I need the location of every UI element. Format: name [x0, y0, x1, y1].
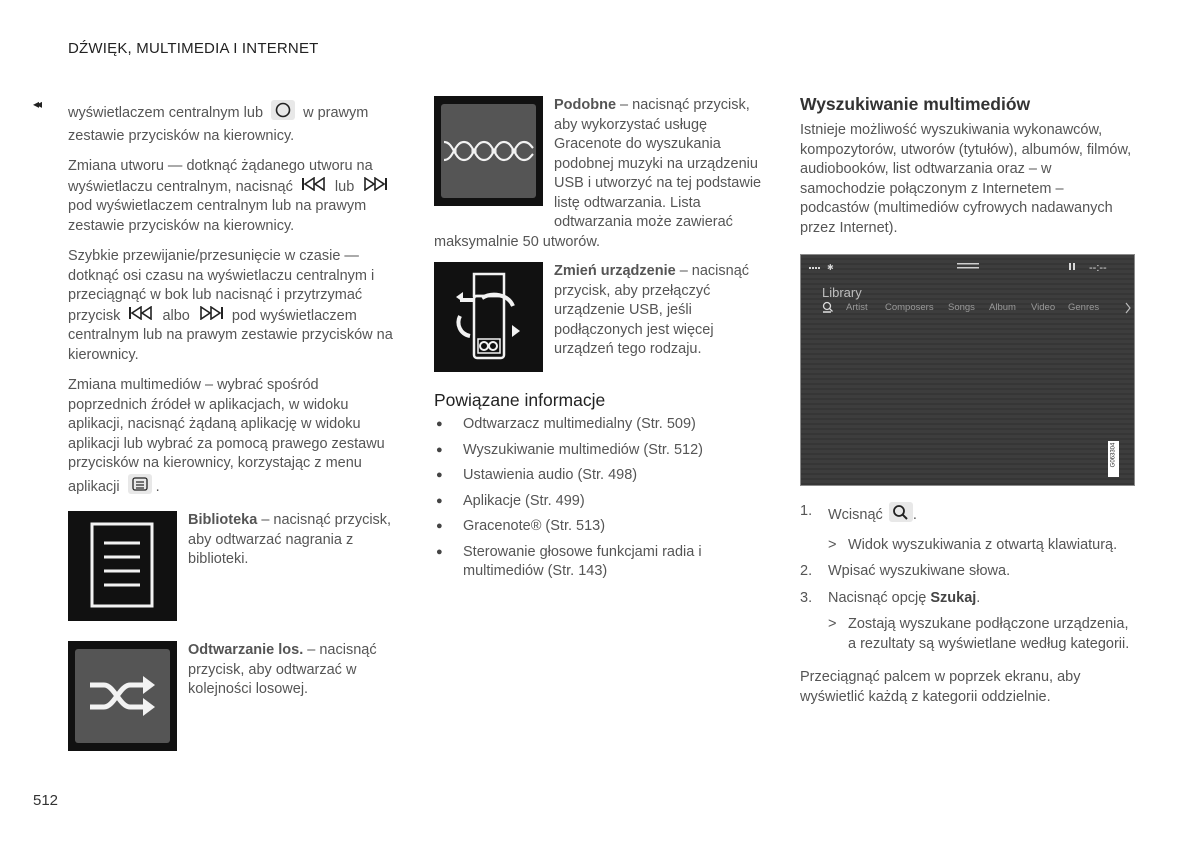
- app-menu-icon: [128, 474, 152, 501]
- shuffle-description: [188, 641, 398, 700]
- similar-block: [434, 96, 769, 233]
- text: lub: [334, 178, 355, 195]
- step-number: 3.: [800, 589, 813, 606]
- device-block: [434, 262, 769, 372]
- search-icon[interactable]: [822, 300, 834, 318]
- similar-title: Podobne: [554, 97, 617, 113]
- related-link[interactable]: ● Sterowanie głosowe funkcjami radia i multimediów (Str. 143): [434, 543, 769, 582]
- device-title: Zmień urządzenie: [554, 263, 676, 279]
- text: .: [976, 589, 981, 606]
- paragraph-continue: [68, 100, 398, 146]
- step-1-result: [800, 536, 1135, 556]
- text: Zostają wyszukane podłączone urządzenia, a rezultaty są wyświetlane według kategorii.: [848, 616, 1130, 652]
- step-1: [800, 502, 1135, 529]
- text: Wcisnąć: [828, 507, 883, 524]
- related-link[interactable]: ● Odtwarzacz multimedialny (Str. 509): [434, 415, 769, 435]
- related-link[interactable]: ● Wyszukiwanie multimediów (Str. 512): [434, 441, 769, 461]
- text: pod wyświetlaczem centralnym lub na prawym zestawie przycisków na kierownicy.: [68, 198, 367, 234]
- related-list: [434, 415, 769, 582]
- library-description: [188, 511, 398, 570]
- page-number: 512: [33, 792, 59, 809]
- result-marker: >: [828, 616, 837, 632]
- search-screen-illustration: [800, 254, 1135, 486]
- text: – nacisnąć przycisk, aby przełączyć urządzenie USB, jeśli podłączonych jest więcej urządzeń tego rodzaju.: [554, 263, 750, 357]
- text: – nacisnąć przycisk, aby odtwarzać w kolejności losowej.: [188, 642, 377, 698]
- text: Zmiana multimediów – wybrać spośród poprzednich źródeł w aplikacjach, w widoku aplikacji, nacisnąć żądaną aplikację w widoku aplikacji lub wybrać za pomocą prawego zestawu przycisków na kierownicy, korzystając z menu aplikacji: [68, 377, 385, 495]
- text: Zmiana utworu — dotknąć żądanego utworu na wyświetlaczu centralnym, nacisnąć: [68, 158, 373, 195]
- next-track-icon: [362, 177, 388, 198]
- usb-switch-icon: [434, 262, 543, 372]
- circle-button-icon: [271, 100, 295, 127]
- text: – nacisnąć przycisk, aby wykorzystać usługę Gracenote do wyszukania podobnej muzyki na urządzeniu USB i utworzyć na tej podstawie listę odtwarzania. Lista odtwarzania może zawierać: [554, 97, 762, 230]
- similar-description-tail: maksymalnie 50 utworów.: [434, 233, 601, 250]
- previous-track-icon: [128, 306, 154, 327]
- steps-list: [800, 502, 1135, 654]
- shuffle-title: Odtwarzanie los.: [188, 642, 304, 659]
- text: – nacisnąć przycisk, aby odtwarzać nagrania z biblioteki.: [188, 512, 392, 568]
- step-number: 1.: [800, 503, 813, 519]
- text: .: [155, 478, 160, 495]
- device-description: [554, 262, 769, 360]
- column-3: [800, 94, 1135, 718]
- text: wyświetlaczem centralnym lub: [68, 105, 264, 122]
- column-2: [434, 96, 769, 588]
- section-heading: Wyszukiwanie multimediów: [800, 94, 1031, 114]
- column-1: [68, 100, 398, 769]
- library-title: Biblioteka: [188, 512, 258, 529]
- library-block: [68, 511, 398, 621]
- outro-paragraph: Przeciągnąć palcem w poprzek ekranu, aby wyświetlić każdą z kategorii oddzielnie.: [800, 669, 1081, 705]
- library-label: Library: [822, 285, 862, 300]
- text: Wpisać wyszukiwane słowa.: [828, 563, 1011, 579]
- step-2: [800, 562, 1135, 582]
- text: Widok wyszukiwania z otwartą klawiaturą.: [848, 536, 1118, 553]
- continued-arrow-icon: ◂◂: [33, 97, 40, 111]
- related-heading: Powiązane informacje: [434, 390, 606, 410]
- svg-text:✱: ✱: [827, 263, 834, 272]
- text: Szybkie przewijanie/przesunięcie w czasie — dotknąć osi czasu na wyświetlaczu centralnym i przeciągnąć w bok lub nacisnąć i przytrzymać przycisk: [68, 248, 375, 324]
- step-3-result: [800, 615, 1135, 654]
- tab-album[interactable]: Album: [989, 302, 1016, 313]
- text: Nacisnąć opcję: [828, 589, 927, 606]
- related-link[interactable]: ● Gracenote® (Str. 513): [434, 517, 769, 537]
- search-icon: [889, 502, 913, 529]
- tab-genres[interactable]: Genres: [1068, 302, 1100, 313]
- step-3: [800, 589, 1135, 609]
- search-option-label: Szukaj: [930, 589, 977, 606]
- tab-songs[interactable]: Songs: [948, 302, 975, 313]
- library-list-icon: [68, 511, 177, 621]
- text: w prawym zestawie przycisków na kierownicy.: [68, 105, 369, 144]
- related-link[interactable]: ● Aplikacje (Str. 499): [434, 492, 769, 512]
- next-track-icon: [198, 306, 224, 327]
- intro-paragraph: Istnieje możliwość wyszukiwania wykonawców, kompozytorów, utworów (tytułów), albumów, filmów, audiobooków, list odtwarzania oraz – w samochodzie połączonym z Internetem – podcastów (multimediów cyfrowych nadawanych przez Internet).: [800, 122, 1132, 236]
- shuffle-icon: [68, 641, 177, 751]
- page-header: DŹWIĘK, MULTIMEDIA I INTERNET: [68, 40, 319, 57]
- similar-description: [554, 96, 769, 233]
- tab-video[interactable]: Video: [1031, 302, 1056, 313]
- previous-track-icon: [301, 177, 327, 198]
- result-marker: >: [828, 536, 837, 553]
- tab-composers[interactable]: Composers: [885, 302, 934, 313]
- text: .: [912, 507, 917, 524]
- step-number: 2.: [800, 563, 813, 579]
- text: albo: [162, 307, 190, 324]
- shuffle-block: [68, 641, 398, 751]
- tab-artist[interactable]: Artist: [846, 302, 868, 313]
- paragraph-track-change: [68, 157, 398, 236]
- text: pod wyświetlaczem centralnym lub na prawym zestawie przycisków na kierownicy.: [68, 307, 393, 363]
- paragraph-seek: [68, 247, 398, 365]
- related-link[interactable]: ● Ustawienia audio (Str. 498): [434, 466, 769, 486]
- status-time: --:--: [1089, 262, 1107, 274]
- image-code: G063304: [1110, 442, 1117, 468]
- gracenote-dna-icon: [434, 96, 543, 206]
- paragraph-media-change: [68, 376, 398, 500]
